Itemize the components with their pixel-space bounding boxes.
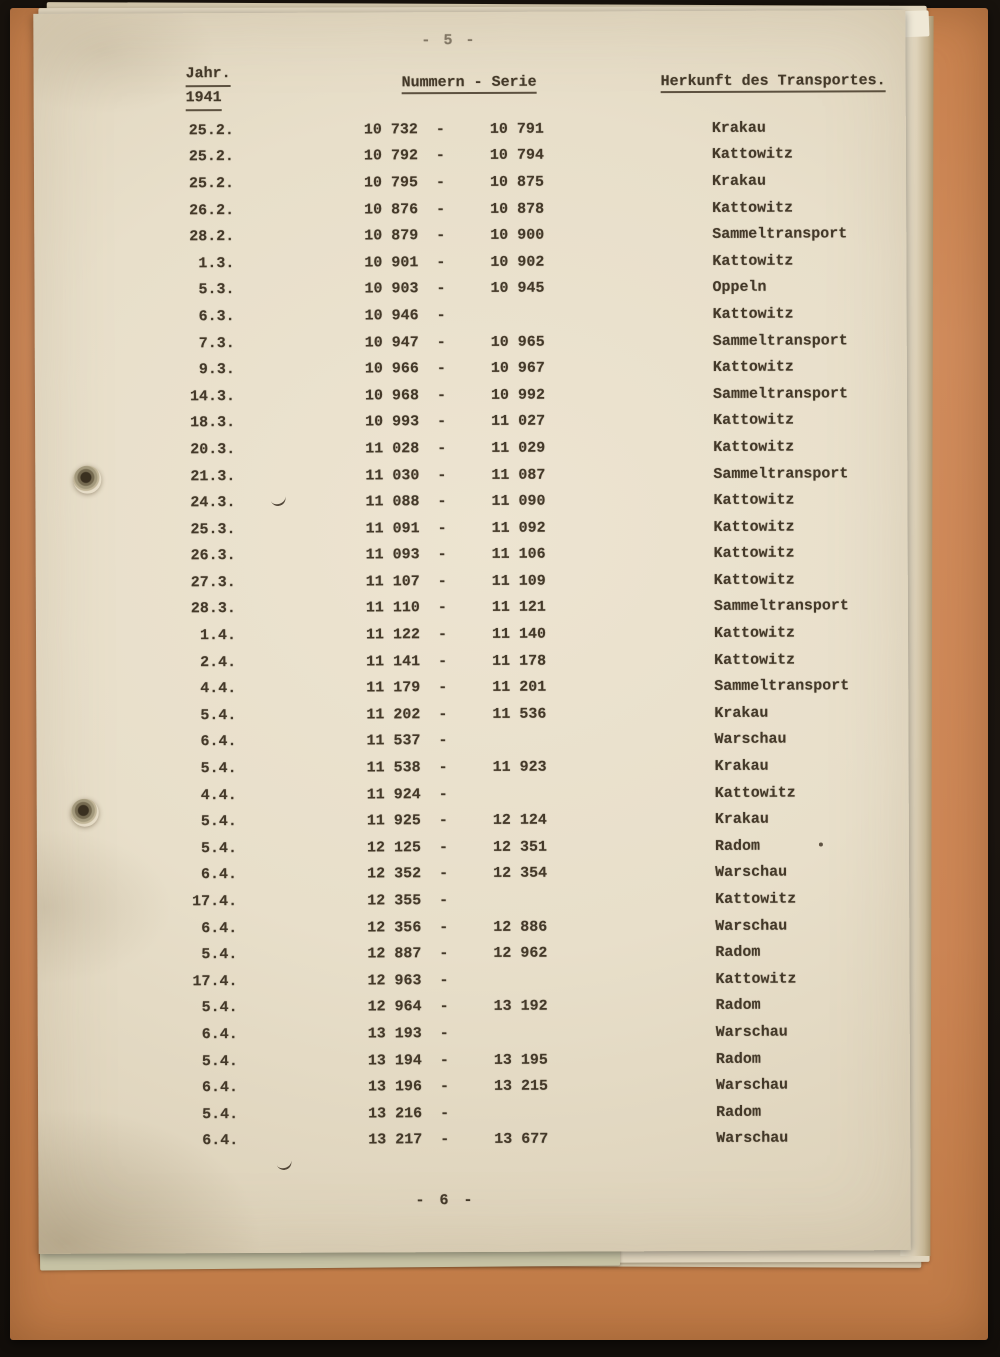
binder-grommet: [73, 466, 101, 494]
range-dash: -: [439, 892, 449, 910]
range-dash: -: [436, 200, 446, 218]
range-dash: -: [436, 280, 446, 298]
number-to-cell: 11 092: [491, 519, 546, 537]
range-dash: -: [436, 386, 447, 404]
date-cell: 5.4.: [201, 1052, 238, 1070]
number-to-cell: 10 902: [490, 253, 545, 271]
number-from-cell: 11 091: [365, 519, 420, 538]
number-to-cell: 11 121: [491, 599, 546, 617]
date-cell: 26.2.: [189, 201, 235, 219]
date-cell: 17.4.: [192, 893, 238, 911]
transport-row: [34, 141, 906, 171]
origin-cell: Kattowitz: [712, 252, 794, 270]
date-cell: 5.4.: [200, 839, 237, 858]
number-from-cell: 10 946: [364, 307, 419, 325]
transport-row: [35, 353, 907, 383]
date-cell: 1.3.: [198, 254, 235, 272]
range-dash: -: [438, 759, 448, 777]
number-from-cell: 11 141: [366, 652, 421, 671]
number-to-cell: 10 945: [490, 280, 545, 298]
transport-row: [38, 992, 910, 1022]
number-to-cell: 10 967: [490, 359, 545, 378]
range-dash: -: [436, 253, 446, 271]
origin-cell: Warschau: [716, 1129, 789, 1148]
range-dash: -: [437, 413, 447, 431]
transport-row: [36, 566, 908, 596]
transport-row: [37, 779, 909, 809]
origin-cell: Warschau: [714, 731, 787, 749]
origin-cell: Kattowitz: [713, 491, 795, 510]
transport-row: [38, 1071, 910, 1101]
transport-row: [34, 220, 906, 250]
date-cell: 6.4.: [200, 733, 237, 751]
date-cell: 6.4.: [201, 1079, 239, 1097]
transport-row: [37, 859, 909, 889]
range-dash: -: [437, 466, 447, 484]
range-dash: -: [436, 360, 446, 378]
origin-cell: Krakau: [714, 704, 769, 722]
transport-row: [35, 460, 907, 490]
date-cell: 25.2.: [188, 148, 234, 166]
number-from-cell: 10 947: [364, 333, 419, 352]
origin-cell: Kattowitz: [713, 624, 796, 643]
transport-row: [37, 965, 909, 995]
origin-cell: Krakau: [711, 119, 766, 137]
date-cell: 17.4.: [192, 972, 238, 991]
numbers-column-header: [402, 74, 537, 95]
page-number-top: - 5 -: [421, 31, 477, 50]
range-dash: -: [438, 652, 448, 670]
transport-row: [35, 380, 907, 410]
number-from-cell: 11 093: [365, 546, 420, 564]
number-to-cell: 11 923: [492, 758, 547, 776]
range-dash: -: [437, 519, 447, 537]
date-cell: 24.3.: [190, 494, 236, 512]
date-cell: 5.4.: [200, 813, 237, 831]
number-to-cell: 11 087: [491, 466, 546, 484]
number-to-cell: [493, 793, 715, 794]
date-cell: 25.2.: [188, 175, 235, 193]
binder-grommet: [71, 799, 99, 827]
transport-row: [34, 247, 906, 277]
number-to-cell: 10 875: [490, 173, 545, 191]
stray-pencil-mark: [276, 1159, 293, 1172]
number-to-cell: 11 178: [492, 652, 547, 670]
number-from-cell: 13 216: [368, 1104, 423, 1123]
origin-cell: Radom: [715, 997, 761, 1015]
number-to-cell: 12 124: [492, 811, 547, 830]
number-from-cell: 12 125: [366, 839, 421, 857]
origin-cell: Kattowitz: [715, 970, 797, 988]
range-dash: -: [438, 732, 448, 750]
date-cell: 6.3.: [198, 307, 235, 326]
date-cell: 28.3.: [190, 600, 236, 618]
number-to-cell: 11 140: [491, 625, 547, 643]
origin-cell: Kattowitz: [713, 438, 795, 456]
transport-row: [35, 300, 907, 330]
number-to-cell: [494, 1112, 716, 1113]
document-page: [33, 10, 910, 1254]
number-to-cell: 13 677: [494, 1131, 549, 1149]
transport-row: [36, 540, 908, 570]
date-cell: 5.4.: [202, 1105, 239, 1123]
date-cell: 14.3.: [189, 387, 236, 405]
number-to-cell: 11 536: [492, 705, 547, 723]
origin-cell: Kattowitz: [711, 145, 793, 164]
number-to-cell: 11 106: [491, 545, 546, 564]
number-to-cell: 11 109: [491, 572, 546, 590]
range-dash: -: [439, 945, 449, 963]
range-dash: -: [436, 307, 446, 325]
number-from-cell: 13 193: [367, 1025, 422, 1043]
number-from-cell: 11 028: [365, 440, 420, 458]
range-dash: -: [439, 865, 449, 883]
origin-cell: Kattowitz: [713, 518, 795, 536]
range-dash: -: [436, 174, 446, 192]
origin-cell: Sammeltransport: [712, 385, 849, 403]
range-dash: -: [437, 626, 448, 644]
number-to-cell: [493, 899, 715, 900]
origin-cell: Krakau: [714, 810, 769, 829]
origin-cell: Radom: [715, 943, 761, 962]
origin-cell: Oppeln: [712, 279, 767, 297]
number-to-cell: 11 029: [491, 439, 546, 457]
transport-row: [35, 327, 907, 357]
number-from-cell: 12 964: [367, 998, 422, 1016]
transport-row: [35, 486, 907, 516]
date-cell: 7.3.: [198, 334, 235, 352]
transport-row: [37, 912, 909, 942]
transport-row: [37, 939, 909, 969]
number-to-cell: [491, 314, 713, 315]
date-cell: 5.4.: [201, 946, 238, 964]
transport-row: [35, 513, 907, 543]
range-dash: -: [439, 1078, 450, 1096]
origin-cell: Sammeltransport: [713, 464, 849, 483]
number-to-cell: [492, 740, 714, 741]
range-dash: -: [439, 1051, 449, 1069]
date-cell: 6.4.: [201, 866, 238, 884]
transport-row: [36, 593, 908, 623]
number-from-cell: 10 879: [364, 227, 419, 245]
date-cell: 4.4.: [200, 786, 237, 804]
range-dash: -: [440, 1104, 450, 1122]
range-dash: -: [436, 227, 446, 245]
date-cell: 5.3.: [198, 281, 235, 299]
date-cell: 5.4.: [200, 706, 237, 725]
range-dash: -: [437, 573, 447, 591]
origin-column-label: Herkunft des Transportes.: [661, 72, 886, 93]
origin-cell: Sammeltransport: [714, 677, 850, 696]
number-from-cell: 10 795: [364, 174, 419, 192]
number-from-cell: 11 202: [366, 706, 421, 724]
date-cell: 20.3.: [190, 440, 236, 459]
number-to-cell: 12 886: [493, 918, 548, 936]
origin-cell: Kattowitz: [714, 651, 796, 669]
year-value: 1941: [186, 87, 222, 111]
page-number-bottom: - 6 -: [415, 1191, 476, 1210]
range-dash: -: [438, 812, 448, 830]
transport-row: [37, 752, 909, 782]
range-dash: -: [439, 1025, 449, 1043]
date-cell: 2.4.: [200, 653, 237, 671]
number-from-cell: 10 903: [364, 280, 419, 298]
number-to-cell: 11 090: [491, 492, 546, 511]
number-from-cell: 12 356: [367, 918, 422, 937]
transport-row: [37, 832, 909, 862]
number-to-cell: [494, 979, 716, 980]
date-cell: 25.3.: [190, 520, 236, 538]
range-dash: -: [439, 918, 449, 936]
range-dash: -: [435, 147, 445, 165]
number-from-cell: 10 966: [364, 360, 419, 378]
date-cell: 6.4.: [201, 919, 238, 937]
number-to-cell: 10 878: [490, 200, 545, 218]
number-to-cell: 10 965: [490, 333, 545, 351]
transport-row: [35, 407, 907, 437]
number-from-cell: 10 993: [365, 413, 420, 431]
transport-row: [38, 1098, 910, 1128]
number-from-cell: 11 925: [366, 812, 421, 830]
number-from-cell: 11 924: [366, 785, 421, 804]
number-from-cell: 10 901: [364, 253, 419, 272]
date-cell: 26.3.: [190, 547, 236, 565]
range-dash: -: [437, 599, 447, 617]
year-label: Jahr.: [186, 63, 231, 87]
date-cell: 6.4.: [202, 1132, 239, 1150]
range-dash: -: [440, 1131, 450, 1149]
number-from-cell: 11 107: [365, 573, 420, 591]
origin-cell: Radom: [714, 837, 760, 855]
transport-row: [36, 673, 908, 703]
transport-row: [37, 885, 909, 915]
number-to-cell: [494, 1032, 716, 1033]
year-column-header: [186, 63, 231, 111]
origin-column-header: [661, 72, 886, 93]
origin-cell: Kattowitz: [713, 411, 795, 430]
number-to-cell: 12 351: [492, 838, 547, 856]
date-cell: 5.4.: [201, 999, 238, 1017]
origin-cell: Warschau: [715, 864, 788, 882]
number-from-cell: 10 792: [363, 147, 418, 165]
number-from-cell: 10 732: [363, 121, 418, 139]
origin-cell: Kattowitz: [712, 199, 794, 217]
origin-cell: Warschau: [715, 1023, 788, 1041]
origin-cell: Kattowitz: [715, 890, 797, 908]
ink-speck: [819, 842, 823, 846]
date-cell: 4.4.: [200, 680, 237, 698]
range-dash: -: [438, 705, 448, 724]
origin-cell: Kattowitz: [713, 571, 795, 589]
number-to-cell: 10 992: [490, 386, 546, 404]
transport-row: [37, 806, 909, 836]
number-to-cell: 10 791: [489, 120, 544, 138]
number-from-cell: 11 179: [366, 679, 421, 697]
number-from-cell: 12 355: [367, 892, 422, 910]
origin-cell: Warschau: [715, 917, 788, 935]
transport-row: [36, 726, 908, 756]
origin-cell: Radom: [715, 1050, 761, 1068]
number-to-cell: 10 794: [489, 147, 544, 165]
origin-cell: Krakau: [711, 172, 767, 190]
transport-rows: [34, 114, 911, 1155]
number-to-cell: 11 027: [491, 413, 546, 431]
origin-cell: Kattowitz: [713, 544, 795, 563]
transport-row: [34, 167, 906, 197]
date-cell: 18.3.: [190, 414, 236, 432]
number-from-cell: 12 887: [367, 945, 422, 963]
range-dash: -: [437, 440, 447, 458]
transport-row: [36, 699, 908, 729]
transport-row: [34, 114, 906, 144]
range-dash: -: [437, 493, 447, 511]
date-cell: 9.3.: [198, 361, 235, 379]
number-from-cell: 13 196: [367, 1078, 423, 1096]
origin-cell: Krakau: [714, 757, 769, 775]
date-cell: 27.3.: [190, 573, 236, 592]
origin-cell: Sammeltransport: [712, 225, 848, 244]
number-to-cell: 13 192: [493, 998, 548, 1016]
number-from-cell: 13 217: [368, 1131, 423, 1149]
date-cell: 28.2.: [189, 228, 235, 246]
origin-cell: Sammeltransport: [712, 331, 848, 350]
number-to-cell: 12 962: [493, 944, 548, 963]
origin-cell: Sammeltransport: [713, 597, 849, 616]
transport-row: [36, 619, 908, 649]
number-to-cell: 11 201: [492, 678, 547, 697]
date-cell: 5.4.: [200, 760, 237, 778]
origin-cell: Warschau: [715, 1076, 789, 1095]
number-from-cell: 10 876: [364, 200, 419, 219]
number-from-cell: 11 088: [365, 493, 420, 511]
transport-row: [36, 646, 908, 676]
origin-cell: Kattowitz: [714, 784, 796, 802]
number-from-cell: 13 194: [367, 1051, 422, 1070]
date-cell: 6.4.: [201, 1026, 238, 1044]
numbers-column-label: Nummern - Serie: [402, 74, 537, 95]
number-from-cell: 11 537: [366, 732, 421, 750]
number-from-cell: 11 030: [365, 466, 420, 484]
date-cell: 1.4.: [199, 627, 237, 645]
origin-cell: Kattowitz: [712, 358, 794, 377]
number-from-cell: 11 538: [366, 759, 421, 777]
range-dash: -: [438, 785, 448, 803]
transport-row: [34, 194, 906, 224]
range-dash: -: [437, 546, 447, 564]
transport-row: [38, 1018, 910, 1048]
range-dash: -: [438, 838, 448, 856]
number-from-cell: 12 963: [367, 972, 422, 990]
number-to-cell: 13 195: [493, 1051, 548, 1069]
transport-row: [34, 274, 906, 304]
number-from-cell: 10 968: [364, 386, 420, 405]
number-to-cell: 13 215: [493, 1077, 549, 1096]
range-dash: -: [438, 679, 448, 697]
date-cell: 25.2.: [188, 121, 234, 140]
number-from-cell: 11 110: [365, 599, 420, 617]
transport-row: [35, 433, 907, 463]
range-dash: -: [435, 120, 445, 138]
range-dash: -: [436, 333, 446, 351]
number-from-cell: 12 352: [367, 865, 422, 883]
number-from-cell: 11 122: [365, 626, 421, 644]
number-to-cell: 10 900: [490, 226, 545, 245]
range-dash: -: [439, 971, 449, 989]
transport-row: [38, 1045, 910, 1075]
origin-cell: Kattowitz: [712, 305, 794, 323]
date-cell: 21.3.: [190, 467, 236, 485]
origin-cell: Radom: [716, 1103, 762, 1121]
transport-row: [38, 1125, 910, 1155]
number-to-cell: 12 354: [493, 865, 548, 883]
range-dash: -: [439, 998, 449, 1016]
